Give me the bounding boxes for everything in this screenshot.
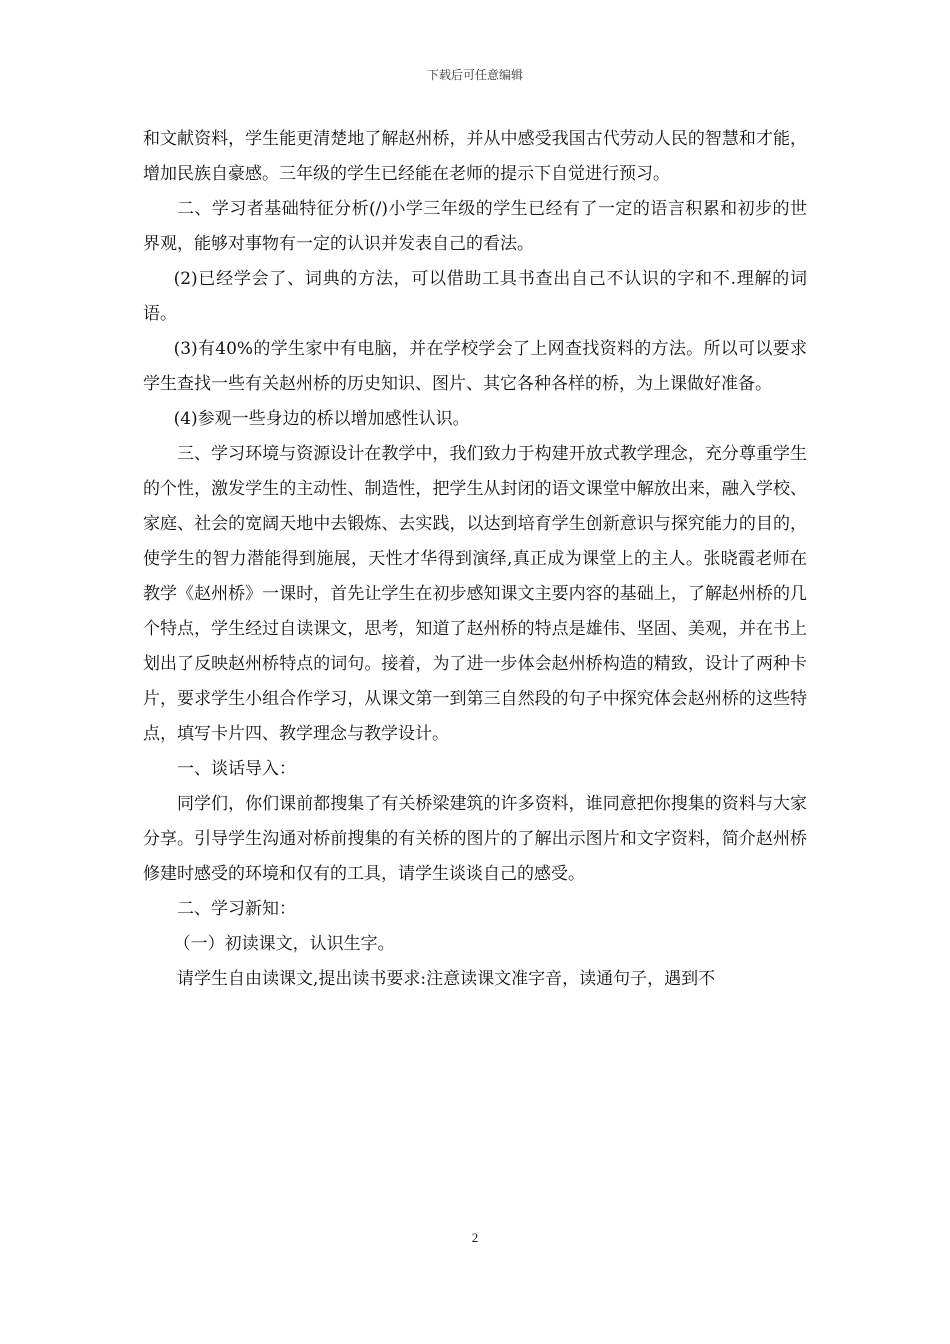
subheading-first-reading: （一）初读课文，认识生字。 — [173, 934, 395, 954]
paragraph-environment-design: 三、学习环境与资源设计在教学中，我们致力于构建开放式教学理念，充分尊重学生的个性，激发学生的主动性、制造性，把学生从封闭的语文课堂中解放出来，融入学校、家庭、社会的宽阔天地中去锻炼、去实践，以达到培育学生创新意识与探究能力的目的，使学生的智力潜能得到施展，天性才华得到演绎,真正成为课堂上的主人。张晓霞老师在教学《赵州桥》一课时，首先让学生在初步感知课文主要内容的基础上，了解赵州桥的几个特点，学生经过自读课文，思考，知道了赵州桥的特点是雄伟、坚固、美观，并在书上划出了反映赵州桥特点的词句。接着，为了进一步体会赵州桥构造的精致，设计了两种卡片，要求学生小组合作学习，从课文第一到第三自然段的句子中探究体会赵州桥的这些特点，填写卡片四、教学理念与教学设计。 — [143, 444, 807, 744]
paragraph-item-2: (2)已经学会了、词典的方法，可以借助工具书查出自己不认识的字和不.理解的词语。 — [143, 269, 807, 324]
paragraph-intro-continuation: 和文献资料，学生能更清楚地了解赵州桥，并从中感受我国古代劳动人民的智慧和才能，增加民族自豪感。三年级的学生已经能在老师的提示下自觉进行预习。 — [143, 129, 807, 184]
page-header: 下载后可任意编辑 — [426, 68, 523, 82]
document-body — [143, 122, 807, 997]
paragraph-item-4: (4)参观一些身边的桥以增加感性认识。 — [173, 409, 470, 429]
paragraph-learner-analysis: 二、学习者基础特征分析(/)小学三年级的学生已经有了一定的语言积累和初步的世界观，能够对事物有一定的认识并发表自己的看法。 — [143, 199, 807, 254]
heading-new-knowledge: 二、学习新知： — [177, 899, 296, 919]
paragraph-item-3: (3)有40%的学生家中有电脑，并在学校学会了上网查找资料的方法。所以可以要求学生查找一些有关赵州桥的历史知识、图片、其它各种各样的桥，为上课做好准备。 — [143, 339, 807, 394]
paragraph-intro-talk: 同学们，你们课前都搜集了有关桥梁建筑的许多资料，谁同意把你搜集的资料与大家分享。引导学生沟通对桥前搜集的有关桥的图片的了解出示图片和文字资料，简介赵州桥修建时感受的环境和仅有的工具，请学生谈谈自己的感受。 — [143, 794, 807, 884]
heading-intro-talk: 一、谈话导入： — [177, 759, 296, 779]
page-number: 2 — [471, 1230, 479, 1245]
paragraph-reading-requirements: 请学生自由读课文,提出读书要求:注意读课文准字音，读通句子，遇到不 — [177, 969, 716, 989]
